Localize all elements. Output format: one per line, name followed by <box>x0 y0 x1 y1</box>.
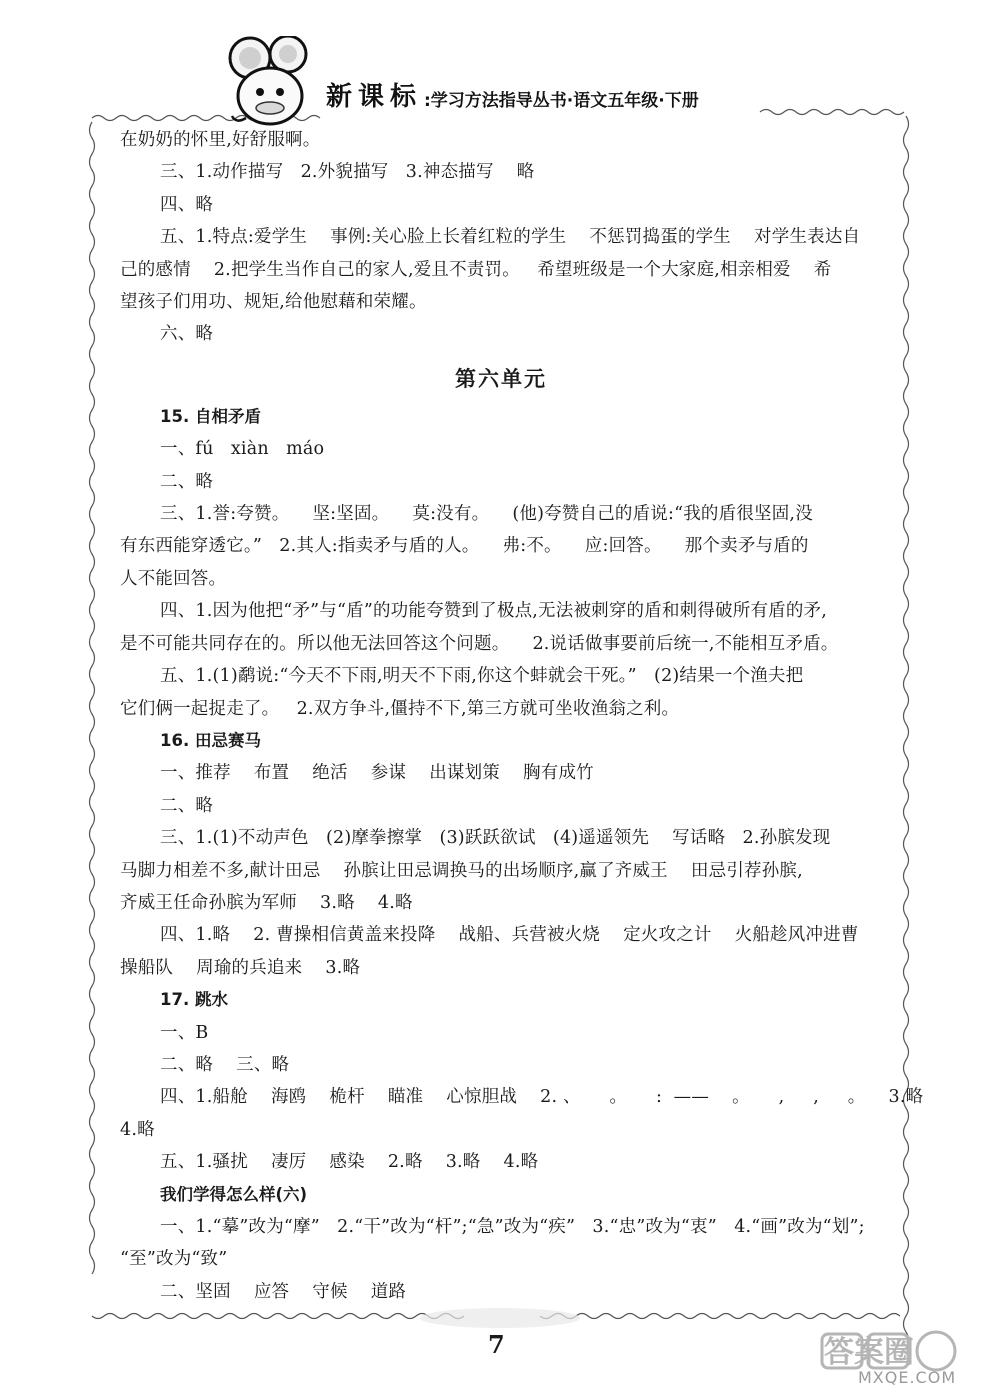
watermark-url: MXQE.COM <box>858 1368 957 1387</box>
text-line: “至”改为“致” <box>120 1249 228 1270</box>
text-line: 它们俩一起捉走了。 2.双方争斗,僵持不下,第三方就可坐收渔翁之利。 <box>120 698 680 719</box>
text-line: 二、坚固 应答 守候 道路 <box>160 1281 407 1302</box>
text-line: 五、1.(1)鹬说:“今天不下雨,明天不下雨,你这个蚌就会干死。” (2)结果一个渔夫把 <box>160 666 804 687</box>
text-line: 四、略 <box>160 194 214 215</box>
text-line: 一、B <box>160 1022 209 1043</box>
text-line: 人不能回答。 <box>120 568 227 589</box>
text-line: 三、1.(1)不动声色 (2)摩拳擦掌 (3)跃跃欲试 (4)遥遥领先 写话略 2.孙膑发现 <box>160 828 831 849</box>
text-line: 二、略 三、略 <box>160 1054 290 1075</box>
text-line: 一、1.“摹”改为“摩” 2.“干”改为“杆”;“急”改为“疾” 3.“忠”改为“衷” 4.“画”改为“划”; <box>160 1217 865 1237</box>
brand-title: 新课标 <box>326 82 423 112</box>
text-line: 六、略 <box>160 324 214 345</box>
text-line: 在奶奶的怀里,好舒服啊。 <box>120 130 321 150</box>
text-line: 一、fú xiàn máo <box>160 439 325 460</box>
text-line: 三、1.誉:夸赞。 坚:坚固。 莫:没有。 (他)夸赞自己的盾说:“我的盾很坚固,没 <box>160 504 813 525</box>
text-line: 四、1.船舱 海鸥 桅杆 瞄准 心惊胆战 2. 、 。 : —— 。 , , 。 3.略 <box>160 1087 924 1108</box>
text-line: 望孩子们用功、规矩,给他慰藉和荣耀。 <box>120 292 427 313</box>
mouse-mascot-icon <box>226 36 326 128</box>
series-title: :学习方法指导丛书·语文五年级·下册 <box>424 91 699 111</box>
text-line: 五、1.骚扰 凄厉 感染 2.略 3.略 4.略 <box>160 1152 539 1173</box>
text-line: 四、1.略 2. 曹操相信黄盖来投降 战船、兵营被火烧 定火攻之计 火船趁风冲进曹 <box>160 925 859 946</box>
lesson-title: 17. 跳水 <box>160 990 228 1010</box>
lesson-title: 15. 自相矛盾 <box>160 406 261 426</box>
text-line: 五、1.特点:爱学生 事例:关心脸上长着红粒的学生 不惩罚捣蛋的学生 对学生表达自 <box>160 227 861 248</box>
text-line: 4.略 <box>120 1119 155 1140</box>
text-line: 一、推荐 布置 绝活 参谋 出谋划策 胸有成竹 <box>160 763 594 784</box>
answer-content <box>120 124 924 1308</box>
page-number: 7 <box>488 1330 505 1359</box>
lesson-title: 我们学得怎么样(六) <box>160 1184 308 1204</box>
text-line: 三、1.动作描写 2.外貌描写 3.神态描写 略 <box>160 162 535 183</box>
text-line: 二、略 <box>160 471 214 492</box>
text-line: 是不可能共同存在的。所以他无法回答这个问题。 2.说话做事要前后统一,不能相互矛盾。 <box>120 633 839 654</box>
lesson-title: 16. 田忌赛马 <box>160 730 261 750</box>
watermark-text: 答案圈 <box>824 1335 914 1370</box>
text-line: 操船队 周瑜的兵追来 3.略 <box>120 957 361 978</box>
unit-title: 第六单元 <box>455 366 547 391</box>
text-line: 有东西能穿透它。” 2.其人:指卖矛与盾的人。 弗:不。 应:回答。 那个卖矛与盾的 <box>120 536 809 557</box>
text-line: 己的感情 2.把学生当作自己的家人,爱且不责罚。 希望班级是一个大家庭,相亲相爱 希 <box>120 259 832 280</box>
text-line: 四、1.因为他把“矛”与“盾”的功能夸赞到了极点,无法被刺穿的盾和刺得破所有盾的矛, <box>160 601 828 622</box>
text-line: 齐威王任命孙膑为军师 3.略 4.略 <box>120 892 413 913</box>
text-line: 马脚力相差不多,献计田忌 孙膑让田忌调换马的出场顺序,赢了齐威王 田忌引荐孙膑, <box>120 860 803 881</box>
text-line: 二、略 <box>160 795 214 816</box>
page-header <box>0 0 1000 140</box>
